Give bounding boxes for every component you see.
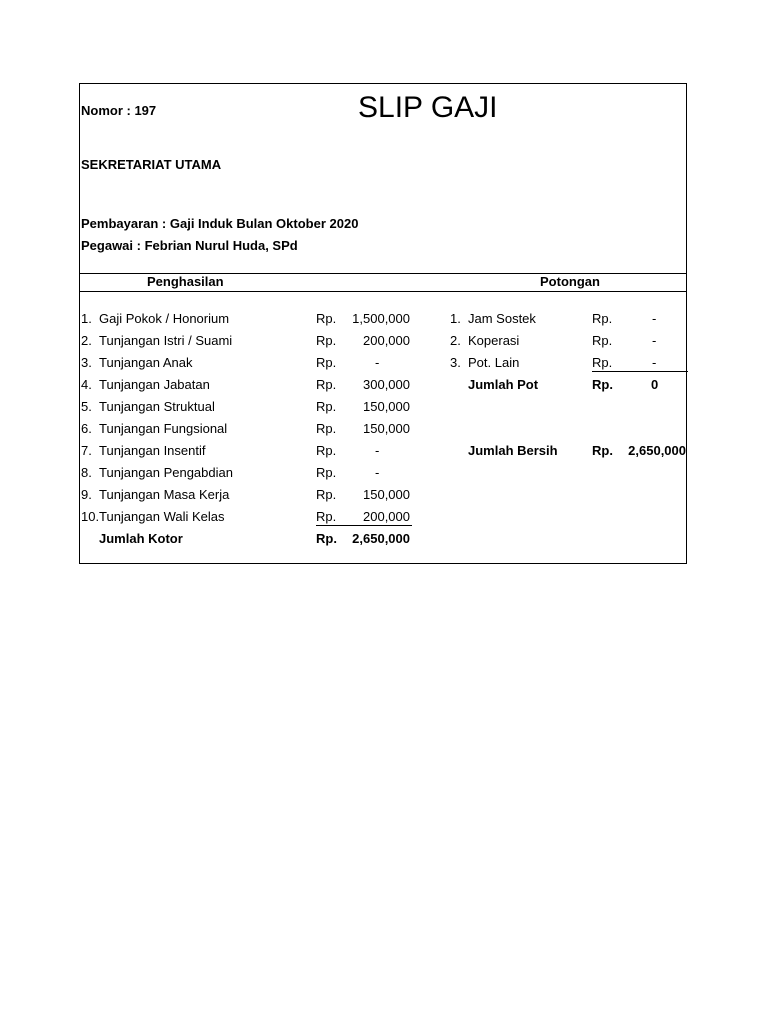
- salary-slip: [79, 83, 687, 564]
- payment-description: Pembayaran : Gaji Induk Bulan Oktober 2020: [81, 216, 359, 231]
- employee-name: Pegawai : Febrian Nurul Huda, SPd: [81, 238, 298, 253]
- deduction-amount: -: [652, 333, 657, 348]
- income-amount: -: [375, 465, 380, 480]
- income-label: Tunjangan Insentif: [99, 443, 206, 458]
- income-label: Tunjangan Istri / Suami: [99, 333, 233, 348]
- income-amount: -: [375, 355, 380, 370]
- income-currency: Rp.: [316, 421, 337, 436]
- income-label: Gaji Pokok / Honorium: [99, 311, 230, 326]
- income-amount: 150,000: [363, 399, 410, 414]
- income-currency: Rp.: [316, 443, 337, 458]
- income-currency: Rp.: [316, 377, 337, 392]
- net-pay-amount: 2,650,000: [628, 443, 686, 458]
- income-amount: 200,000: [363, 333, 410, 348]
- header-bottom-divider: [80, 291, 686, 292]
- income-currency: Rp.: [316, 355, 337, 370]
- income-amount: 150,000: [363, 421, 410, 436]
- income-label: Tunjangan Struktual: [99, 399, 215, 414]
- deduction-total-label: Jumlah Pot: [468, 377, 539, 392]
- deduction-column-header: Potongan: [540, 274, 600, 289]
- income-label: Tunjangan Pengabdian: [99, 465, 233, 480]
- income-number: 6.: [81, 421, 92, 436]
- net-pay-currency: Rp.: [592, 443, 613, 458]
- deduction-total-amount: 0: [651, 377, 659, 392]
- deduction-label: Pot. Lain: [468, 355, 520, 370]
- income-number: 9.: [81, 487, 92, 502]
- deduction-currency: Rp.: [592, 333, 613, 348]
- income-number: 3.: [81, 355, 92, 370]
- income-total-amount: 2,650,000: [352, 531, 410, 546]
- deduction-amount: -: [652, 311, 657, 326]
- income-label: Tunjangan Wali Kelas: [99, 509, 225, 524]
- income-amount: 200,000: [363, 509, 410, 524]
- income-currency: Rp.: [316, 333, 337, 348]
- income-amount: 300,000: [363, 377, 410, 392]
- slip-number: Nomor : 197: [81, 103, 157, 118]
- income-label: Tunjangan Fungsional: [99, 421, 228, 436]
- income-amount: 150,000: [363, 487, 410, 502]
- income-subtotal-line: [316, 525, 412, 526]
- deduction-label: Koperasi: [468, 333, 520, 348]
- unit-name: SEKRETARIAT UTAMA: [81, 157, 222, 172]
- income-currency: Rp.: [316, 487, 337, 502]
- deduction-number: 2.: [450, 333, 461, 348]
- income-currency: Rp.: [316, 311, 337, 326]
- deduction-currency: Rp.: [592, 311, 613, 326]
- income-number: 4.: [81, 377, 92, 392]
- income-currency: Rp.: [316, 509, 337, 524]
- income-label: Tunjangan Anak: [99, 355, 193, 370]
- income-total-label: Jumlah Kotor: [99, 531, 183, 546]
- page-title: SLIP GAJI: [358, 91, 498, 124]
- income-number: 5.: [81, 399, 92, 414]
- deduction-label: Jam Sostek: [468, 311, 536, 326]
- income-total-currency: Rp.: [316, 531, 337, 546]
- income-label: Tunjangan Jabatan: [99, 377, 210, 392]
- income-number: 8.: [81, 465, 92, 480]
- income-column-header: Penghasilan: [147, 274, 224, 289]
- deduction-number: 1.: [450, 311, 461, 326]
- deduction-total-currency: Rp.: [592, 377, 613, 392]
- income-number: 7.: [81, 443, 92, 458]
- income-amount: 1,500,000: [352, 311, 410, 326]
- income-number: 10.: [81, 509, 100, 524]
- deduction-currency: Rp.: [592, 355, 613, 370]
- deduction-amount: -: [652, 355, 657, 370]
- income-number: 1.: [81, 311, 92, 326]
- income-number: 2.: [81, 333, 92, 348]
- income-currency: Rp.: [316, 465, 337, 480]
- net-pay-label: Jumlah Bersih: [468, 443, 558, 458]
- deduction-subtotal-line: [592, 371, 688, 372]
- income-label: Tunjangan Masa Kerja: [99, 487, 230, 502]
- deduction-number: 3.: [450, 355, 461, 370]
- income-amount: -: [375, 443, 380, 458]
- income-currency: Rp.: [316, 399, 337, 414]
